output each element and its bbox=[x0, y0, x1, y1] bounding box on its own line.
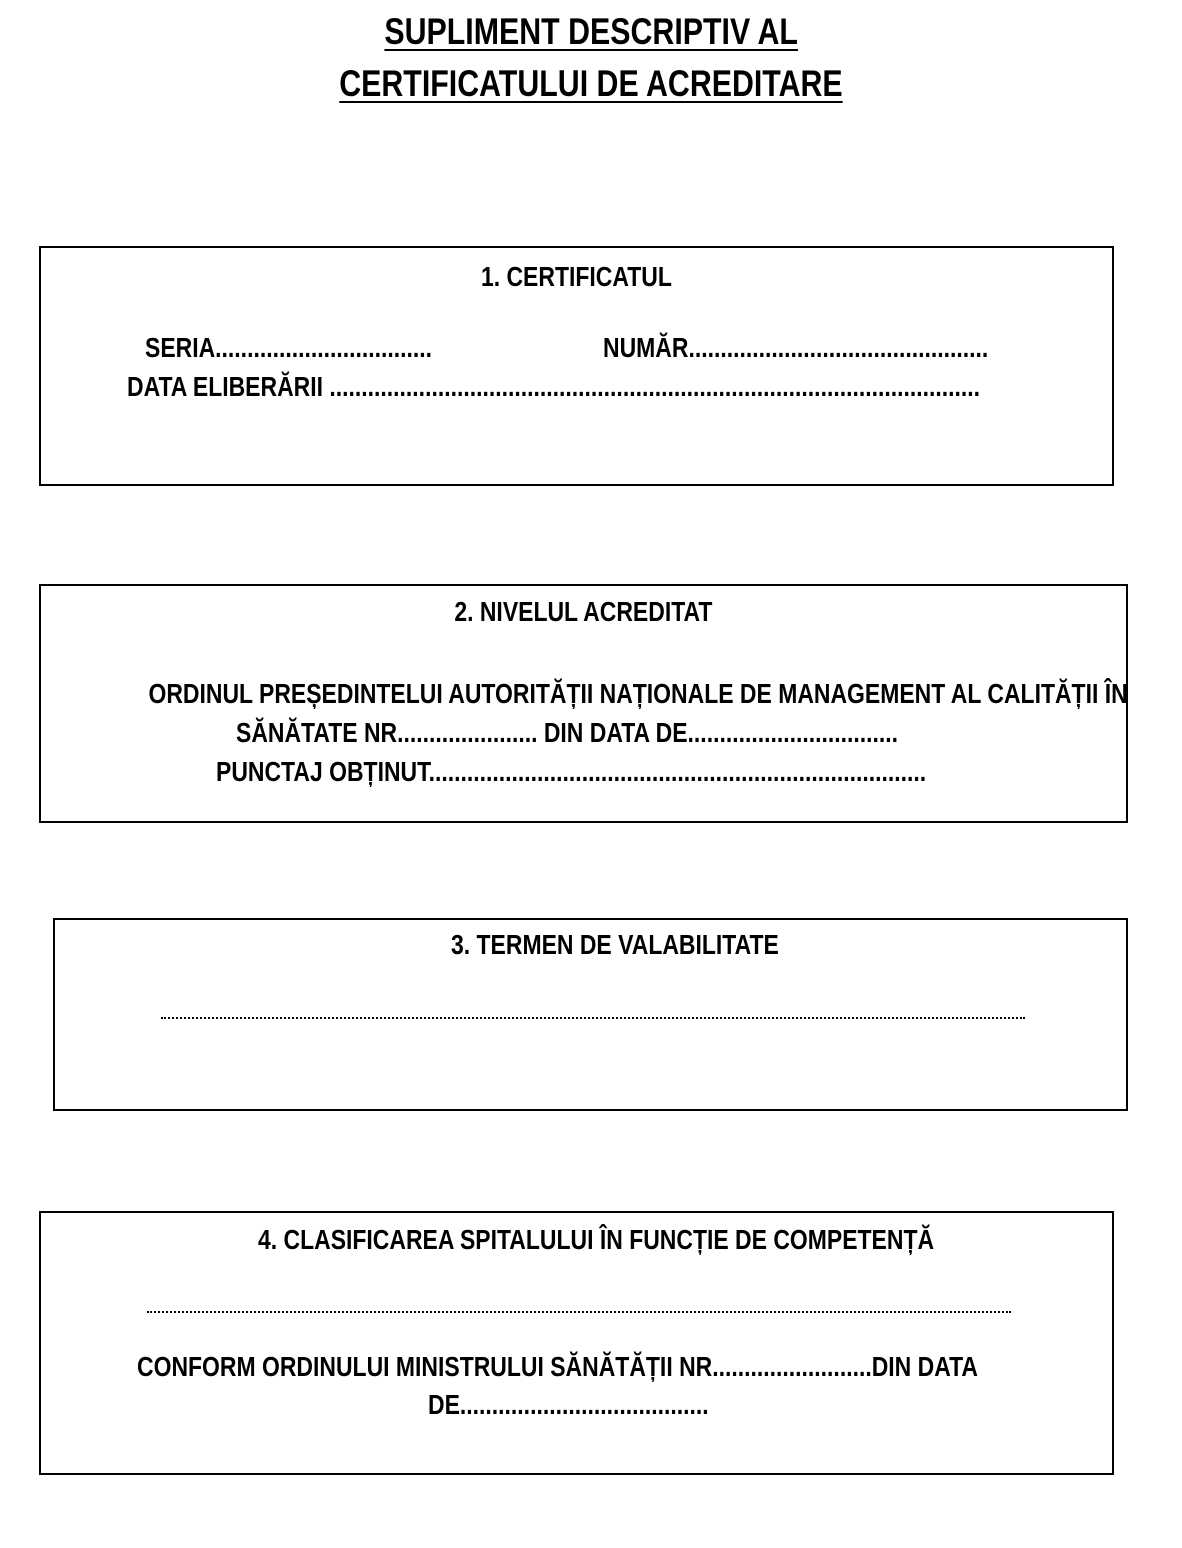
data-eliberarii-field: DATA ELIBERĂRII ...................................................................................................... bbox=[127, 371, 981, 402]
termen-dotted-line bbox=[161, 1017, 1025, 1019]
document-title-line-2 bbox=[0, 62, 1182, 106]
sanatate-nr-line: SĂNĂTATE NR...................... DIN DATA DE................................. bbox=[236, 717, 899, 748]
section-nivelul-acreditat bbox=[39, 584, 1128, 823]
numar-field: NUMĂR............................................... bbox=[603, 332, 989, 363]
section-clasificarea-spitalului bbox=[39, 1211, 1114, 1475]
punctaj-obtinut-field: PUNCTAJ OBȚINUT.............................................................................. bbox=[216, 756, 927, 787]
document-title-line-1 bbox=[0, 10, 1182, 54]
section-termen-de-valabilitate bbox=[53, 918, 1128, 1111]
seria-field: SERIA.................................. bbox=[145, 332, 433, 363]
section3-heading: 3. TERMEN DE VALABILITATE bbox=[451, 929, 779, 960]
section2-heading: 2. NIVELUL ACREDITAT bbox=[454, 596, 713, 627]
ordinul-presedintelui-line: ORDINUL PREȘEDINTELUI AUTORITĂȚII NAȚIONALE DE MANAGEMENT AL CALITĂȚII ÎN bbox=[148, 678, 1128, 709]
din-data-de-field: DE....................................... bbox=[428, 1389, 709, 1420]
conform-ordinului-line: CONFORM ORDINULUI MINISTRULUI SĂNĂTĂȚII NR.........................DIN DATA bbox=[137, 1351, 978, 1382]
title-text-2: CERTIFICATULUI DE ACREDITARE bbox=[339, 63, 843, 104]
title-text-1: SUPLIMENT DESCRIPTIV AL bbox=[384, 11, 798, 52]
clasificare-dotted-line bbox=[147, 1311, 1011, 1313]
section-certificatul bbox=[39, 246, 1114, 486]
section4-heading: 4. CLASIFICAREA SPITALULUI ÎN FUNCȚIE DE COMPETENȚĂ bbox=[258, 1224, 935, 1255]
section1-heading: 1. CERTIFICATUL bbox=[481, 261, 672, 292]
